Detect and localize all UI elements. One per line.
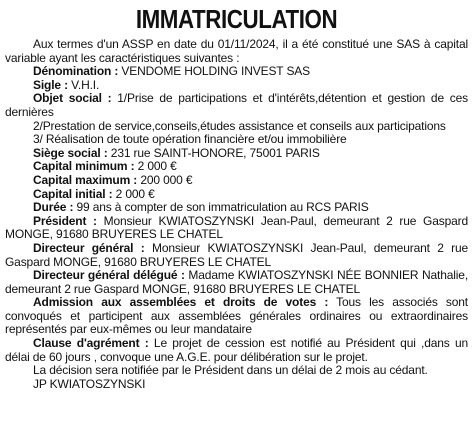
denomination-label: Dénomination : xyxy=(33,64,119,79)
siege-line xyxy=(5,147,468,161)
siege-value: 231 rue SAINT-HONORE, 75001 PARIS xyxy=(107,145,320,160)
sigle-value: V.H.I. xyxy=(67,77,100,92)
objet3-line: 3/ Réalisation de toute opération financière et/ou immobilière xyxy=(33,132,347,147)
capital-init-label: Capital initial : xyxy=(33,186,113,201)
president-value: Monsieur KWIATOSZYNSKI Jean-Paul, demeurant 2 rue Gaspard MONGE, 91680 BRUYERES LE CHATEL xyxy=(5,213,468,242)
dgd-line xyxy=(5,269,468,296)
capital-max-value: 200 000 € xyxy=(137,172,193,187)
capital-min-label: Capital minimum : xyxy=(33,159,135,174)
dg-label: Directeur général : xyxy=(33,240,145,255)
capital-max-label: Capital maximum : xyxy=(33,172,138,187)
sigle-line xyxy=(5,79,468,93)
signature: JP KWIATOSZYNSKI xyxy=(33,376,146,391)
objet-label: Objet social : xyxy=(33,91,112,106)
dgd-value: Madame KWIATOSZYNSKI NÉE BONNIER Nathalie, demeurant 2 rue Gaspard MONGE, 91680 BRUYERES LE CHATEL xyxy=(5,268,469,296)
denomination-line xyxy=(5,65,468,79)
duree-label: Durée : xyxy=(33,200,74,215)
admission-line xyxy=(5,296,468,337)
dgd-label: Directeur général délégué : xyxy=(33,268,185,283)
capital-max-line xyxy=(5,174,468,188)
agrement-value: Le projet de cession est notifié au Président qui ,dans un délai de 60 jours , convoque une A.G.E. pour délibération sur le projet. xyxy=(5,336,469,364)
dg-line xyxy=(5,242,468,269)
objet-line xyxy=(5,92,468,119)
president-label: Président : xyxy=(33,213,97,228)
objet-value: 1/Prise de participations et d'intérêts,détention et gestion de ces dernières xyxy=(5,91,468,119)
sigle-label: Sigle : xyxy=(33,77,68,92)
admission-label: Admission aux assemblées et droits de votes : xyxy=(33,295,329,310)
objet2-line: 2/Prestation de service,conseils,études assistance et conseils aux participations xyxy=(33,118,446,133)
capital-min-value: 2 000 € xyxy=(134,159,177,174)
agrement-label: Clause d'agrément : xyxy=(33,336,149,351)
president-line xyxy=(5,215,468,242)
intro-text: Aux termes d'un ASSP en date du 01/11/2024, il a été constitué une SAS à capital variable ayant les caractéristiques suivantes : xyxy=(5,37,468,65)
agrement-line xyxy=(5,337,468,364)
capital-min-line xyxy=(5,160,468,174)
duree-value: 99 ans à compter de son immatriculation au RCS PARIS xyxy=(73,200,369,215)
admission-value: Tous les associés sont convoqués et participent aux assemblées générales ordinaires ou extraordinaires représentés par eux-mêmes ou leur mandataire xyxy=(5,295,468,337)
duree-line xyxy=(5,201,468,215)
capital-init-line xyxy=(5,188,468,202)
denomination-value: VENDOME HOLDING INVEST SAS xyxy=(118,64,311,79)
dg-value: Monsieur KWIATOSZYNSKI Jean-Paul, demeurant 2 rue Gaspard MONGE, 91680 BRUYERES LE CHATEL xyxy=(5,240,468,269)
notice-title: IMMATRICULATION xyxy=(135,4,338,34)
decision-line: La décision sera notifiée par le Président dans un délai de 2 mois au cédant. xyxy=(33,363,428,378)
capital-init-value: 2 000 € xyxy=(112,186,155,201)
siege-label: Siège social : xyxy=(33,145,108,160)
